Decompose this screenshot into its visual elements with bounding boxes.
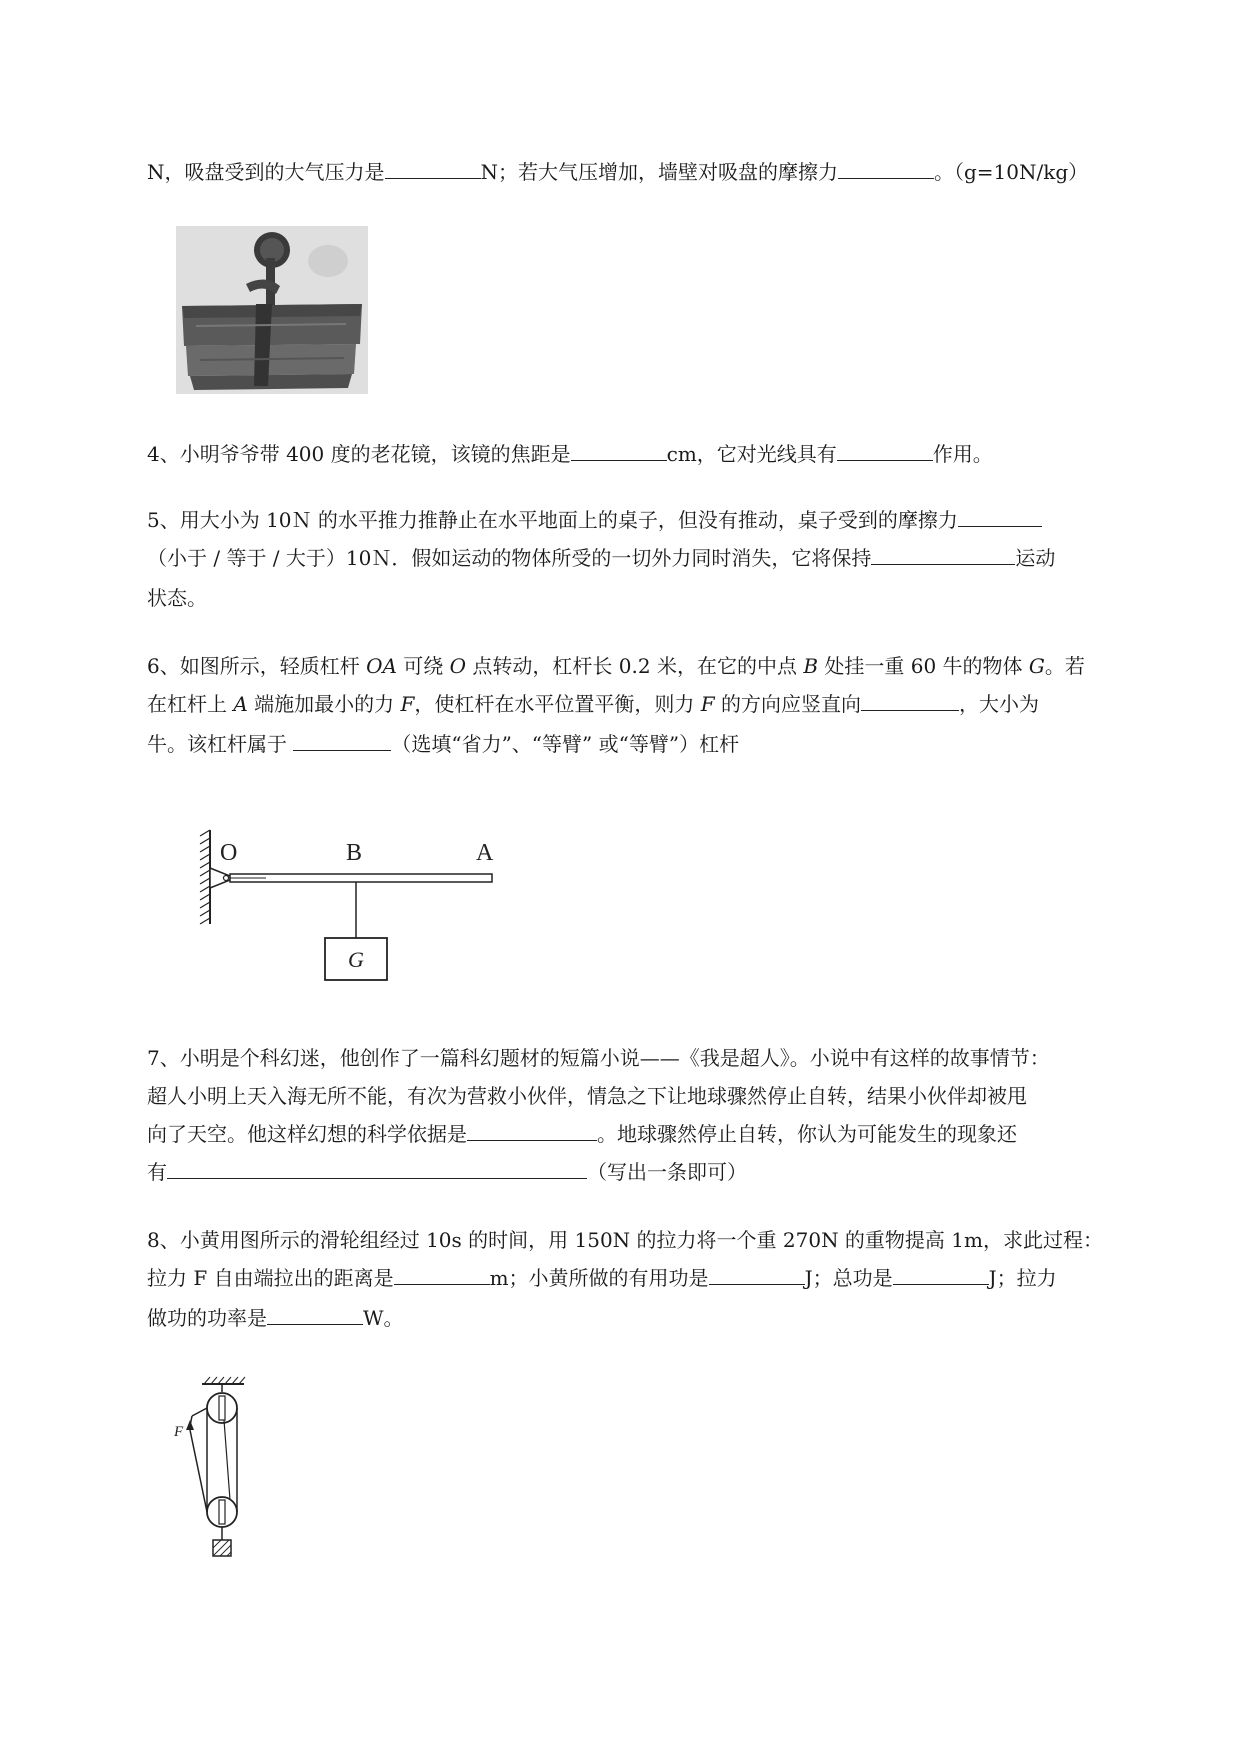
q5-text-2: （小于 / 等于 / 大于）10Ｎ．假如运动的物体所受的一切外力同时消失，它将保持	[147, 546, 872, 570]
q5-text-3: 运动	[1015, 546, 1056, 570]
q4-text-2: cm，它对光线具有	[666, 442, 837, 466]
q8-text: m；小黄所做的有用功是	[489, 1266, 709, 1290]
label-a: A	[476, 840, 494, 866]
q8-text: W。	[363, 1306, 404, 1330]
q6-var-o: O	[449, 654, 467, 678]
q6-text: 。若	[1044, 654, 1085, 678]
q8-blank-distance[interactable]	[394, 1266, 490, 1285]
q6-text: ，大小为	[959, 692, 1040, 716]
q4-text-1: 4、小明爷爷带 400 度的老花镜，该镜的焦距是	[147, 442, 571, 466]
q3-line	[147, 160, 1088, 184]
q3-blank-pressure[interactable]	[385, 160, 481, 179]
q6-blank-direction[interactable]	[861, 692, 959, 711]
q7-blank-phenomenon[interactable]	[167, 1160, 587, 1179]
q8-text-1: 8、小黄用图所示的滑轮组经过 10s 的时间，用 150N 的拉力将一个重 270N 的重物提高 1m，求此过程：	[147, 1228, 1103, 1252]
q4-text-3: 作用。	[932, 442, 993, 466]
q6-text: （选填“省力”、“等臂” 或“等臂”）杠杆	[391, 732, 740, 756]
lever-diagram	[196, 820, 516, 995]
q7-text-4: 。地球骤然停止自转，你认为可能发生的现象还	[597, 1122, 1017, 1146]
q6-var-a: A	[233, 692, 248, 716]
q7-blank-basis[interactable]	[467, 1122, 597, 1141]
q4-line	[147, 442, 993, 466]
q5-text-4: 状态。	[147, 586, 207, 610]
q6-var-f: F	[700, 692, 715, 716]
q7-text-2: 超人小明上天入海无所不能，有次为营救小伙伴，情急之下让地球骤然停止自转，结果小伙伴却被甩	[147, 1084, 1027, 1108]
q7-text-1: 7、小明是个科幻迷，他创作了一篇科幻题材的短篇小说——《我是超人》。小说中有这样的故事情节：	[147, 1046, 1050, 1070]
label-g: G	[348, 947, 364, 972]
label-f: F	[174, 1424, 184, 1440]
q5-line-2	[147, 546, 1055, 570]
q6-line-2	[147, 692, 1039, 716]
q7-line-1	[147, 1046, 1050, 1070]
q3-text-1: N，吸盘受到的大气压力是	[147, 160, 385, 184]
q6-text: 6、如图所示，轻质杠杆	[147, 654, 367, 678]
q6-line-3	[147, 732, 739, 756]
q7-line-2	[147, 1084, 1027, 1108]
q6-text: 的方向应竖直向	[714, 692, 862, 716]
q6-text: 端施加最小的力	[247, 692, 401, 716]
q8-line-2	[147, 1266, 1057, 1290]
q6-text: ，使杠杆在水平位置平衡，则力	[414, 692, 701, 716]
q6-text: 在杠杆上	[147, 692, 234, 716]
q6-text: 处挂一重 60 牛的物体	[818, 654, 1029, 678]
label-o: O	[220, 840, 238, 866]
q8-text: 做功的功率是	[147, 1306, 267, 1330]
suction-cup-photo	[176, 226, 368, 394]
q8-text: J；拉力	[988, 1266, 1057, 1290]
q5-blank-state[interactable]	[871, 546, 1015, 565]
q6-text: 可绕	[396, 654, 450, 678]
q4-blank-effect[interactable]	[837, 442, 933, 461]
q5-text-1: 5、用大小为 10Ｎ 的水平推力推静止在水平地面上的桌子，但没有推动，桌子受到的摩擦力	[147, 508, 958, 532]
q8-text: 拉力 F 自由端拉出的距离是	[147, 1266, 394, 1290]
q5-line-3	[147, 586, 207, 610]
q6-var-b: B	[803, 654, 819, 678]
q3-blank-friction[interactable]	[838, 160, 934, 179]
q6-var-g: G	[1028, 654, 1045, 678]
q8-blank-useful-work[interactable]	[709, 1266, 805, 1285]
q8-line-3	[147, 1306, 404, 1330]
q4-blank-focal-length[interactable]	[571, 442, 667, 461]
q8-blank-power[interactable]	[267, 1306, 363, 1325]
q7-line-4	[147, 1160, 747, 1184]
q3-text-3: 。（g=10N/kg）	[934, 160, 1089, 184]
label-b: B	[346, 840, 363, 866]
q8-text: J；总功是	[804, 1266, 893, 1290]
q7-line-3	[147, 1122, 1017, 1146]
q6-var-f: F	[400, 692, 415, 716]
q6-text: 点转动，杠杆长 0.2 米，在它的中点	[466, 654, 804, 678]
q5-line-1	[147, 508, 1042, 532]
q5-blank-friction[interactable]	[958, 508, 1042, 527]
pulley-diagram	[170, 1372, 260, 1572]
q6-var-oa: OA	[366, 654, 397, 678]
q6-blank-lever-type[interactable]	[293, 732, 391, 751]
q6-text: 牛。该杠杆属于	[147, 732, 294, 756]
q7-text-5: 有	[147, 1160, 167, 1184]
q8-line-1	[147, 1228, 1103, 1252]
q7-text-6: （写出一条即可）	[587, 1160, 747, 1184]
q6-line-1	[147, 654, 1085, 678]
q8-blank-total-work[interactable]	[893, 1266, 989, 1285]
q3-text-2: N；若大气压增加，墙壁对吸盘的摩擦力	[480, 160, 838, 184]
q7-text-3: 向了天空。他这样幻想的科学依据是	[147, 1122, 467, 1146]
